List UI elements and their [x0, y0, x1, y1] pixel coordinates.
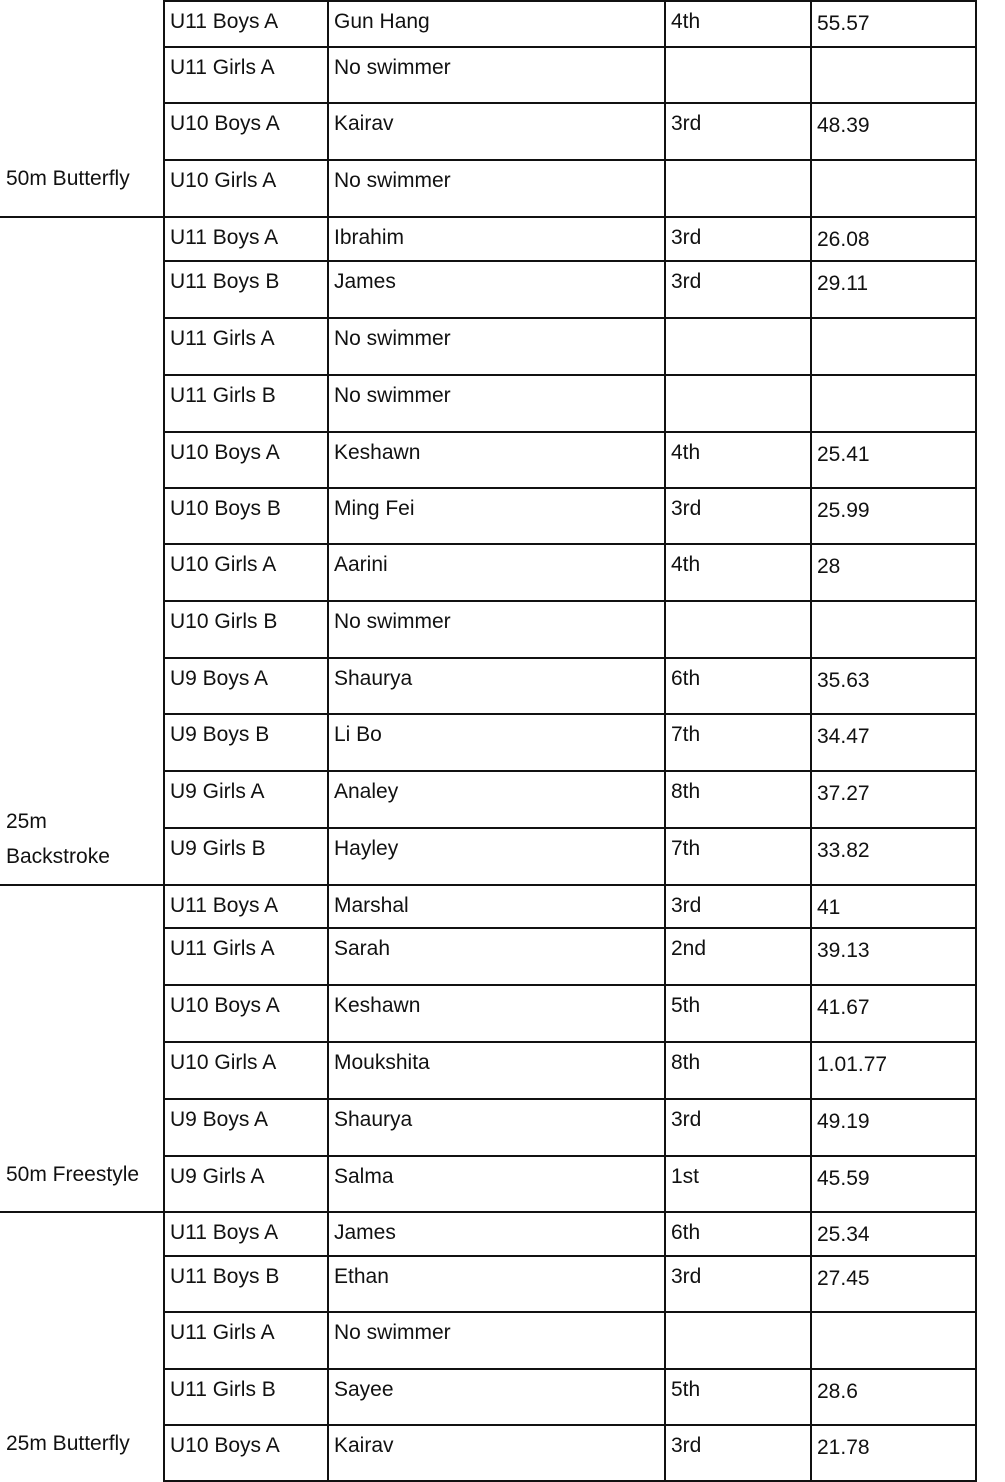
swimmer-name-cell: James — [334, 270, 396, 293]
grid-line — [163, 927, 977, 929]
grid-line — [163, 1424, 977, 1426]
time-cell: 28 — [817, 555, 841, 578]
category-cell: U11 Girls B — [170, 1378, 276, 1401]
swimmer-name-cell: Gun Hang — [334, 10, 430, 33]
category-cell: U11 Boys A — [170, 1221, 279, 1244]
swimmer-name-cell: Ibrahim — [334, 226, 405, 249]
place-cell: 3rd — [671, 894, 702, 917]
swimmer-name-cell: Keshawn — [334, 994, 421, 1017]
grid-line — [163, 984, 977, 986]
swimmer-name-cell: Li Bo — [334, 723, 382, 746]
category-cell: U11 Boys A — [170, 226, 279, 249]
category-cell: U11 Boys A — [170, 10, 279, 33]
place-cell: 1st — [671, 1165, 700, 1188]
grid-line — [163, 1255, 977, 1257]
swimmer-name-cell: Sarah — [334, 937, 391, 960]
place-cell: 7th — [671, 723, 701, 746]
swimmer-name-cell: Marshal — [334, 894, 409, 917]
swimmer-name-cell: No swimmer — [334, 169, 451, 192]
category-cell: U10 Girls A — [170, 1051, 277, 1074]
swimmer-name-cell: James — [334, 1221, 396, 1244]
grid-line — [163, 770, 977, 772]
swimmer-name-cell: Salma — [334, 1165, 394, 1188]
category-cell: U11 Girls A — [170, 937, 275, 960]
place-cell: 6th — [671, 1221, 701, 1244]
swimmer-name-cell: Sayee — [334, 1378, 394, 1401]
time-cell: 27.45 — [817, 1267, 870, 1290]
time-cell: 41 — [817, 896, 841, 919]
place-cell: 3rd — [671, 1434, 702, 1457]
grid-line — [810, 0, 812, 1482]
grid-line — [163, 260, 977, 262]
time-cell: 39.13 — [817, 939, 870, 962]
time-cell: 25.41 — [817, 443, 870, 466]
time-cell: 25.99 — [817, 499, 870, 522]
category-cell: U9 Girls A — [170, 780, 265, 803]
swimmer-name-cell: Hayley — [334, 837, 399, 860]
swimmer-name-cell: Aarini — [334, 553, 388, 576]
category-cell: U10 Boys A — [170, 994, 280, 1017]
category-cell: U10 Girls B — [170, 610, 278, 633]
grid-line — [163, 1098, 977, 1100]
grid-line — [163, 884, 977, 886]
place-cell: 3rd — [671, 112, 702, 135]
category-cell: U9 Girls A — [170, 1165, 265, 1188]
grid-line — [163, 0, 165, 1482]
place-cell: 7th — [671, 837, 701, 860]
grid-line — [163, 1368, 977, 1370]
grid-line — [163, 487, 977, 489]
grid-line — [163, 1041, 977, 1043]
swimmer-name-cell: Kairav — [334, 112, 394, 135]
time-cell: 37.27 — [817, 782, 870, 805]
category-cell: U10 Boys A — [170, 112, 280, 135]
category-cell: U9 Boys A — [170, 667, 269, 690]
category-cell: U9 Boys B — [170, 723, 270, 746]
place-cell: 3rd — [671, 226, 702, 249]
category-cell: U11 Girls A — [170, 1321, 275, 1344]
category-cell: U11 Boys B — [170, 1265, 280, 1288]
place-cell: 8th — [671, 1051, 701, 1074]
grid-line — [163, 216, 977, 218]
place-cell: 4th — [671, 553, 701, 576]
grid-line — [163, 46, 977, 48]
grid-line — [163, 600, 977, 602]
category-cell: U10 Boys B — [170, 497, 281, 520]
swimmer-name-cell: No swimmer — [334, 1321, 451, 1344]
grid-line — [163, 713, 977, 715]
place-cell: 2nd — [671, 937, 707, 960]
place-cell: 3rd — [671, 1108, 702, 1131]
swimmer-name-cell: Analey — [334, 780, 399, 803]
time-cell: 49.19 — [817, 1110, 870, 1133]
category-cell: U10 Boys A — [170, 441, 280, 464]
swimmer-name-cell: No swimmer — [334, 610, 451, 633]
category-cell: U11 Girls A — [170, 327, 275, 350]
time-cell: 45.59 — [817, 1167, 870, 1190]
swimmer-name-cell: Ming Fei — [334, 497, 415, 520]
place-cell: 4th — [671, 10, 701, 33]
grid-line — [163, 374, 977, 376]
swimmer-name-cell: Keshawn — [334, 441, 421, 464]
event-label: 25m Butterfly — [6, 1432, 130, 1455]
category-cell: U11 Boys B — [170, 270, 280, 293]
time-cell: 25.34 — [817, 1223, 870, 1246]
place-cell: 3rd — [671, 1265, 702, 1288]
category-cell: U10 Boys A — [170, 1434, 280, 1457]
time-cell: 26.08 — [817, 228, 870, 251]
grid-line — [664, 0, 666, 1482]
grid-line — [163, 657, 977, 659]
time-cell: 21.78 — [817, 1436, 870, 1459]
swimmer-name-cell: No swimmer — [334, 327, 451, 350]
category-cell: U10 Girls A — [170, 169, 277, 192]
time-cell: 28.6 — [817, 1380, 858, 1403]
grid-line — [0, 216, 163, 218]
place-cell: 6th — [671, 667, 701, 690]
category-cell: U11 Boys A — [170, 894, 279, 917]
time-cell: 1.01.77 — [817, 1053, 888, 1076]
swimmer-name-cell: No swimmer — [334, 384, 451, 407]
event-label: 50m Freestyle — [6, 1163, 140, 1186]
grid-line — [0, 1211, 163, 1213]
time-cell: 55.57 — [817, 12, 870, 35]
grid-line — [327, 0, 329, 1482]
category-cell: U9 Girls B — [170, 837, 266, 860]
place-cell: 3rd — [671, 497, 702, 520]
grid-line — [163, 102, 977, 104]
grid-line — [163, 1211, 977, 1213]
grid-line — [975, 0, 977, 1482]
swimmer-name-cell: Shaurya — [334, 1108, 413, 1131]
event-label: 50m Butterfly — [6, 167, 130, 190]
time-cell: 35.63 — [817, 669, 870, 692]
grid-line — [163, 1155, 977, 1157]
time-cell: 29.11 — [817, 272, 868, 295]
grid-line — [163, 159, 977, 161]
grid-line — [163, 431, 977, 433]
grid-line — [163, 543, 977, 545]
grid-line — [0, 884, 163, 886]
place-cell: 8th — [671, 780, 701, 803]
place-cell: 5th — [671, 1378, 701, 1401]
category-cell: U11 Girls B — [170, 384, 276, 407]
grid-line — [163, 0, 977, 2]
swimmer-name-cell: No swimmer — [334, 56, 451, 79]
place-cell: 5th — [671, 994, 701, 1017]
place-cell: 3rd — [671, 270, 702, 293]
grid-line — [163, 317, 977, 319]
grid-line — [163, 827, 977, 829]
time-cell: 41.67 — [817, 996, 870, 1019]
time-cell: 48.39 — [817, 114, 870, 137]
place-cell: 4th — [671, 441, 701, 464]
swimmer-name-cell: Shaurya — [334, 667, 413, 690]
event-label: 25m — [6, 810, 47, 833]
time-cell: 33.82 — [817, 839, 870, 862]
category-cell: U11 Girls A — [170, 56, 275, 79]
event-label: Backstroke — [6, 845, 110, 868]
grid-line — [163, 1311, 977, 1313]
time-cell: 34.47 — [817, 725, 870, 748]
category-cell: U10 Girls A — [170, 553, 277, 576]
category-cell: U9 Boys A — [170, 1108, 269, 1131]
swimmer-name-cell: Moukshita — [334, 1051, 430, 1074]
swimmer-name-cell: Kairav — [334, 1434, 394, 1457]
swimmer-name-cell: Ethan — [334, 1265, 389, 1288]
